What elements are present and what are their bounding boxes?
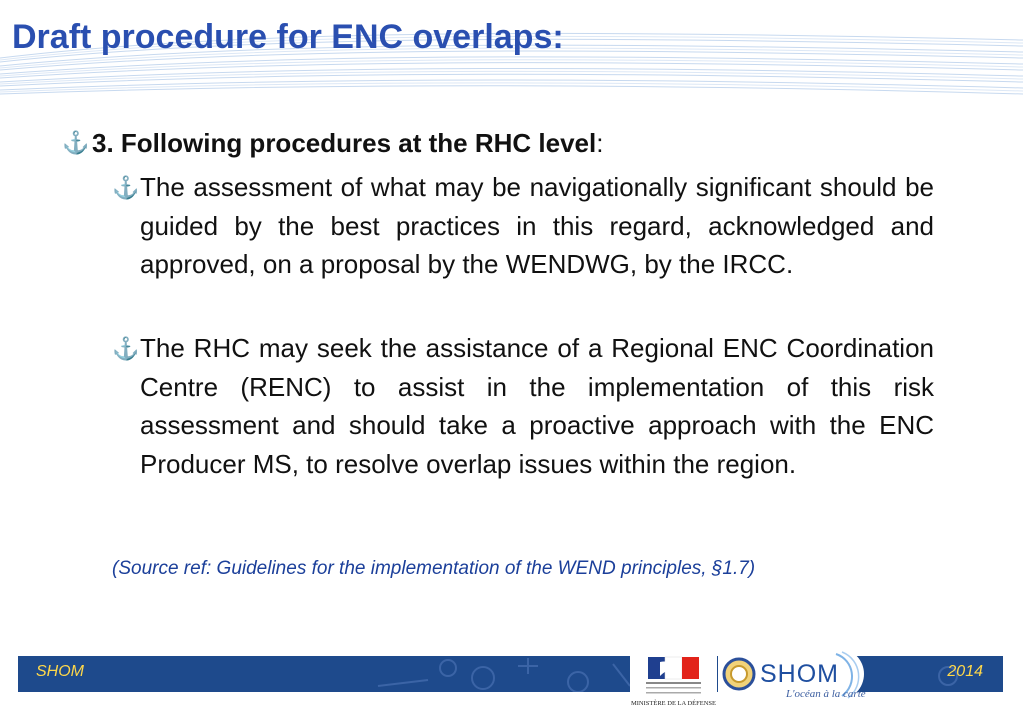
anchor-icon: ⚓ [112,336,140,361]
source-reference: (Source ref: Guidelines for the implementation of the WEND principles, §1.7) [112,558,756,579]
shom-logo [718,648,864,700]
heading-colon: : [596,128,604,158]
anchor-icon: ⚓ [112,175,140,200]
footer-left-label: SHOM [36,663,84,680]
heading-text: 3. Following procedures at the RHC level [92,128,597,158]
sub-bullet-text: The RHC may seek the assistance of a Regional ENC Coordination Centre (RENC) to assist in the implementation of this risk assessment and should take a proactive approach with the ENC Producer MS, to resolve overlap issues within the region. [140,333,934,479]
marianne-emblem [630,652,717,700]
ministry-logo [630,652,717,712]
anchor-icon: ⚓ [62,130,90,155]
footer-year: 2014 [947,663,983,680]
shom-wordmark: SHOM [760,660,839,688]
sub-bullet-text: The assessment of what may be navigationally significant should be guided by the best practices in this regard, acknowledged and approved, on a proposal by the WENDWG, by the IRCC. [140,172,934,279]
shom-tagline: L'océan à la carte [786,688,866,700]
ministry-caption: MINISTÈRE DE LA DÉFENSE [630,700,717,707]
slide-title: Draft procedure for ENC overlaps: [12,18,564,56]
